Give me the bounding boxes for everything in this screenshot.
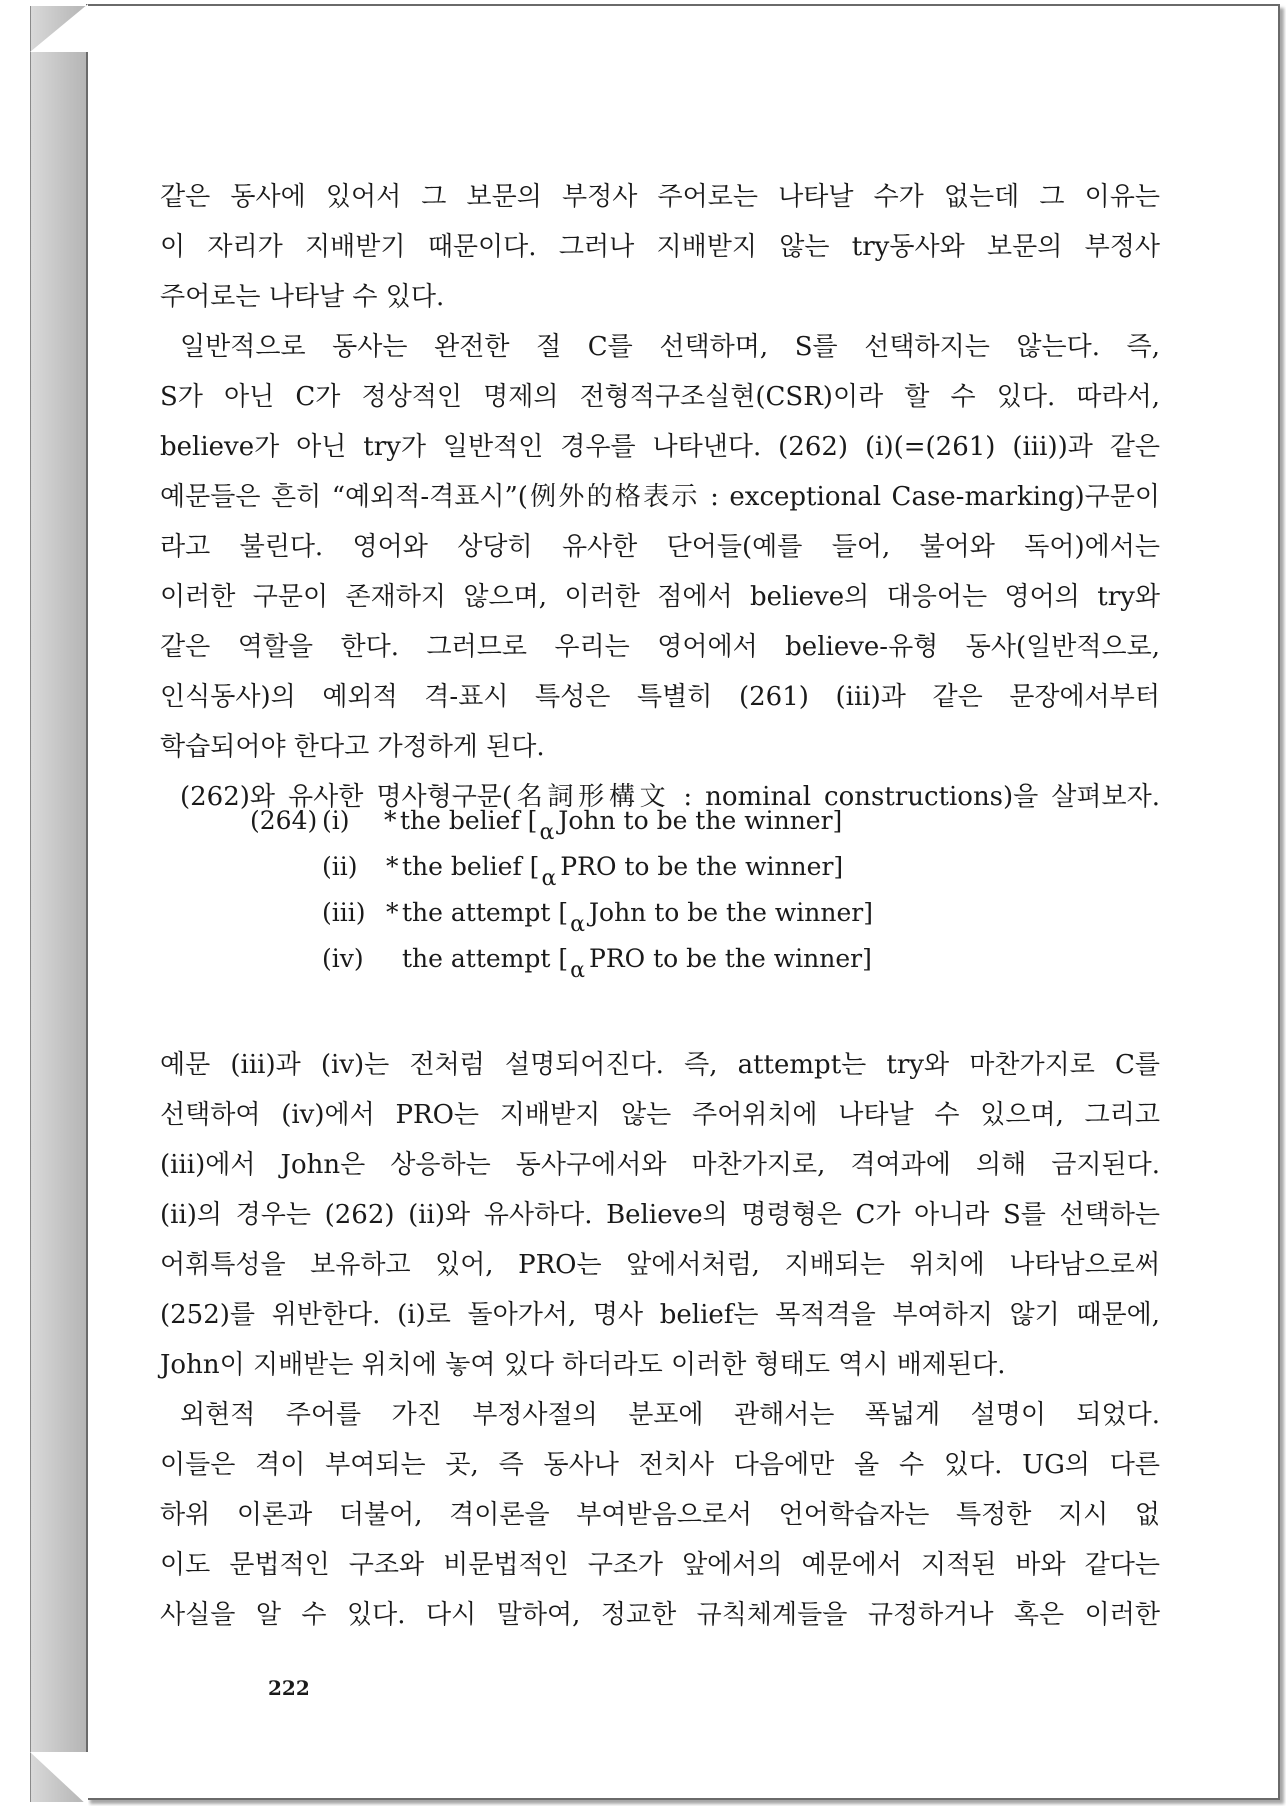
text-line: (ii)의 경우는 (262) (ii)와 유사하다. Believe의 명령형은 C가 아니라 S를 선택하는 [160, 1200, 1160, 1230]
paragraph-3 [160, 1040, 1160, 1640]
example-item [250, 944, 873, 990]
paragraph-2 [160, 322, 1160, 822]
ungrammatical-star: * [386, 898, 399, 927]
text-line: 외현적 주어를 가진 부정사절의 분포에 관해서는 폭넓게 설명이 되었다. [180, 1400, 1160, 1430]
example-text-post: John to be the winner] [558, 806, 843, 835]
text-line: 하위 이론과 더불어, 격이론을 부여받음으로서 언어학습자는 특정한 지시 없 [160, 1500, 1160, 1530]
example-text-pre: the attempt [ [402, 944, 569, 973]
text-line: 어휘특성을 보유하고 있어, PRO는 앞에서처럼, 지배되는 위치에 나타남으로써 [160, 1250, 1160, 1280]
text-line: believe가 아닌 try가 일반적인 경우를 나타낸다. (262) (i)(=(261) (iii))과 같은 [160, 432, 1160, 462]
text-line: 같은 동사에 있어서 그 보문의 부정사 주어로는 나타날 수가 없는데 그 이유는 [160, 182, 1160, 212]
text-line: 주어로는 나타날 수 있다. [160, 282, 445, 312]
example-text-post: PRO to be the winner] [560, 852, 844, 881]
text-line: 이들은 격이 부여되는 곳, 즉 동사나 전치사 다음에만 올 수 있다. UG의 다른 [160, 1450, 1160, 1480]
text-line: 인식동사)의 예외적 격-표시 특성은 특별히 (261) (iii)과 같은 문장에서부터 [160, 682, 1160, 712]
example-label: (i) [322, 806, 350, 835]
example-label: (ii) [322, 852, 358, 881]
alpha-subscript: α [570, 958, 585, 983]
example-label: (iv) [322, 944, 364, 973]
example-item [250, 806, 873, 852]
example-text-post: PRO to be the winner] [589, 944, 872, 973]
example-text-pre: the attempt [ [402, 898, 569, 927]
text-line: 일반적으로 동사는 완전한 절 C를 선택하며, S를 선택하지는 않는다. 즉, [180, 332, 1160, 362]
text-line: 예문 (iii)과 (iv)는 전처럼 설명되어진다. 즉, attempt는 try와 마찬가지로 C를 [160, 1050, 1160, 1080]
text-line: John이 지배받는 위치에 놓여 있다 하더라도 이러한 형태도 역시 배제된다. [160, 1350, 1006, 1380]
text-line: 이러한 구문이 존재하지 않으며, 이러한 점에서 believe의 대응어는 영어의 try와 [160, 582, 1160, 612]
page-number: 222 [268, 1676, 310, 1700]
text-line: 사실을 알 수 있다. 다시 말하여, 정교한 규칙체계들을 규정하거나 혹은 이러한 [160, 1600, 1160, 1630]
text-line: 이 자리가 지배받기 때문이다. 그러나 지배받지 않는 try동사와 보문의 부정사 [160, 232, 1160, 262]
example-item [250, 898, 873, 944]
ungrammatical-star: * [384, 806, 397, 835]
example-label: (iii) [322, 898, 366, 927]
text-line: 예문들은 흔히 “예외적-격표시”(例外的格表示 : exceptional Case-marking)구문이 [160, 482, 1160, 512]
example-number: (264) [250, 806, 318, 835]
example-264 [250, 806, 873, 990]
example-item [250, 852, 873, 898]
text-line: (252)를 위반한다. (i)로 돌아가서, 명사 belief는 목적격을 부여하지 않기 때문에, [160, 1300, 1160, 1330]
paragraph-1 [160, 172, 1160, 322]
text-line: 학습되어야 한다고 가정하게 된다. [160, 732, 545, 762]
ungrammatical-star: * [386, 852, 399, 881]
book-spine [30, 6, 87, 1802]
text-line: 라고 불린다. 영어와 상당히 유사한 단어들(예를 들어, 불어와 독어)에서는 [160, 532, 1160, 562]
text-line: (iii)에서 John은 상응하는 동사구에서와 마찬가지로, 격여과에 의해 금지된다. [160, 1150, 1160, 1180]
alpha-subscript: α [570, 912, 585, 937]
example-text-post: John to be the winner] [589, 898, 873, 927]
text-line: (262)와 유사한 명사형구문(名詞形構文 : nominal constructions)을 살펴보자. [180, 782, 1160, 812]
text-line: 선택하여 (iv)에서 PRO는 지배받지 않는 주어위치에 나타날 수 있으며, 그리고 [160, 1100, 1160, 1130]
text-line: 같은 역할을 한다. 그러므로 우리는 영어에서 believe-유형 동사(일반적으로, [160, 632, 1160, 662]
example-text-pre: the belief [ [402, 852, 540, 881]
alpha-subscript: α [541, 866, 557, 891]
alpha-subscript: α [539, 820, 555, 845]
text-line: S가 아닌 C가 정상적인 명제의 전형적구조실현(CSR)이라 할 수 있다. 따라서, [160, 382, 1160, 412]
example-text-pre: the belief [ [400, 806, 538, 835]
text-line: 이도 문법적인 구조와 비문법적인 구조가 앞에서의 예문에서 지적된 바와 같다는 [160, 1550, 1160, 1580]
